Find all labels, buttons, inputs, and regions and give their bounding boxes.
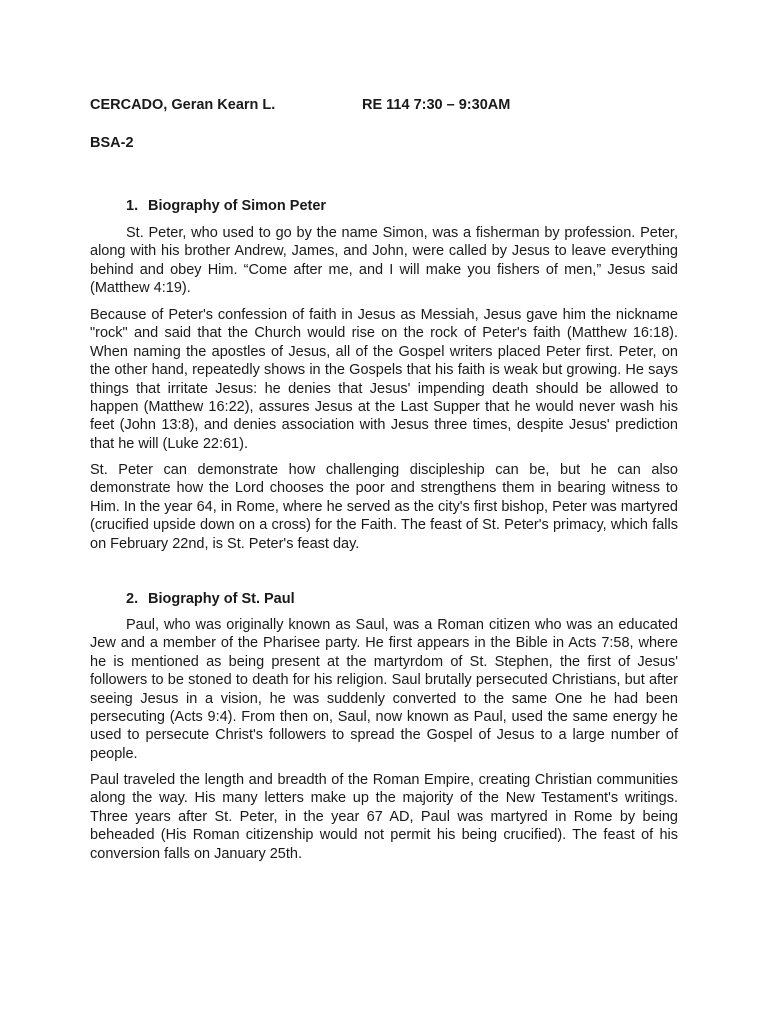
paragraph: Because of Peter's confession of faith in Jesus as Messiah, Jesus gave him the nickname "rock" and said that the Church would rise on the rock of Peter's faith (Matthew 16:18). When naming the apostles of Jesus, all of the Gospel writers placed Peter first. Peter, on the other hand, repeatedly shows in the Gospels that his faith is weak but growing. He says things that irritate Jesus: he denies that Jesus' impending death should be allowed to happen (Matthew 16:22), assures Jesus at the Last Supper that he would never wash his feet (John 13:8), and denies association with Jesus three times, despite Jesus' prediction that he will (Luke 22:61). (90, 307, 678, 452)
section-heading-peter (126, 197, 326, 215)
paragraph: Paul, who was originally known as Saul, was a Roman citizen who was an educated Jew and a member of the Pharisee party. He first appears in the Bible in Acts 7:58, where he is mentioned as being present at the martyrdom of St. Stephen, the first of Jesus' followers to be stoned to death for his religion. Saul brutally persecuted Christians, but after seeing Jesus in a vision, he was suddenly converted to the same One he had been persecuting (Acts 9:4). From then on, Saul, now known as Paul, used the same energy he used to persecute Christ's followers to spread the Gospel of Jesus to a large number of people. (90, 617, 678, 762)
section-title: Biography of Simon Peter (148, 198, 327, 214)
section-number: 1. (126, 198, 139, 214)
course-schedule: RE 114 7:30 – 9:30AM (362, 97, 511, 113)
paragraph: St. Peter, who used to go by the name Simon, was a fisherman by profession. Peter, along with his brother Andrew, James, and John, were called by Jesus to leave everything behind and obey Him. “Come after me, and I will make you fishers of men,” Jesus said (Matthew 4:19). (90, 225, 678, 297)
section-number: 2. (126, 591, 139, 607)
section-title: Biography of St. Paul (148, 591, 295, 607)
student-section: BSA-2 (90, 135, 134, 151)
student-name: CERCADO, Geran Kearn L. (90, 97, 276, 113)
section-heading-paul (126, 590, 295, 608)
paragraph: Paul traveled the length and breadth of the Roman Empire, creating Christian communities along the way. His many letters make up the majority of the New Testament's writings. Three years after St. Peter, in the year 67 AD, Paul was martyred in Rome by being beheaded (His Roman citizenship would not permit his being crucified). The feast of his conversion falls on January 25th. (90, 772, 678, 862)
paragraph: St. Peter can demonstrate how challenging discipleship can be, but he can also demonstrate how the Lord chooses the poor and strengthens them in bearing witness to Him. In the year 64, in Rome, where he served as the city's first bishop, Peter was martyred (crucified upside down on a cross) for the Faith. The feast of St. Peter's primacy, which falls on February 22nd, is St. Peter's feast day. (90, 462, 678, 552)
